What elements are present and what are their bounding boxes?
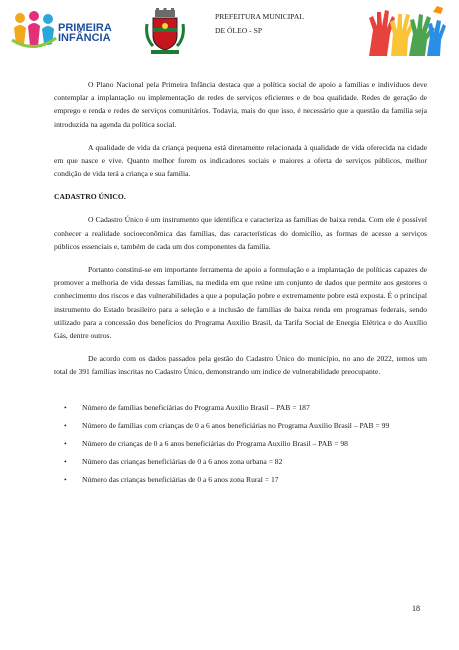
colorful-figures-icon xyxy=(10,10,58,50)
primeira-infancia-logo xyxy=(10,10,120,50)
list-item xyxy=(54,473,427,486)
page-number: 18 xyxy=(412,604,420,613)
logo-text-line2: INFÂNCIA xyxy=(58,32,111,44)
list-item-text: Número de famílias beneficiárias do Programa Auxilio Brasil – PAB = 187 xyxy=(82,402,310,412)
page-header xyxy=(0,0,459,64)
municipality-line1: PREFEITURA MUNICIPAL xyxy=(215,12,304,21)
list-item-text: Número de crianças de 0 a 6 anos beneficiárias do Programa Auxilio Brasil – PAB = 98 xyxy=(82,439,348,449)
bullet-icon: • xyxy=(64,439,67,449)
statistics-list xyxy=(54,401,427,487)
list-item xyxy=(54,401,427,414)
paragraph-qualidade-vida: A qualidade de vida da criança pequena está diretamente relacionada à qualidade de vida oferecida na cidade em que nasce e vive. Quanto melhor forem os indicadores sociais e maiores a oferta de serviços públicos, melhor condição de vida terá a criança e sua família. xyxy=(54,142,427,179)
bullet-icon: • xyxy=(64,420,67,430)
municipality-header xyxy=(215,10,304,38)
list-item-text: Número de famílias com crianças de 0 a 6 anos beneficiárias no Programa Auxilio Brasil – PAB = 99 xyxy=(82,420,390,430)
paragraph-cadastro-unico: O Cadastro Único é um instrumento que identifica e caracteriza as famílias de baixa renda. Com ele é possível conhecer a realidade socioeconômica das famílias, das características do domicílio, as formas de acesso a serviços públicos essenciais e, também de cada um dos componentes da família. xyxy=(54,215,427,251)
logo-text-line1: PRIMEIRA xyxy=(58,22,112,34)
document-body xyxy=(54,78,427,492)
section-title-cadastro-unico: CADASTRO ÚNICO. xyxy=(54,192,126,202)
list-item-text: Número das crianças beneficiárias de 0 a 6 anos zona Rural = 17 xyxy=(82,475,279,485)
list-item xyxy=(54,437,427,450)
bullet-icon: • xyxy=(64,475,67,485)
bullet-icon: • xyxy=(64,457,67,467)
list-item xyxy=(54,419,427,432)
paragraph-plano-nacional: O Plano Nacional pela Primeira Infância destaca que a política social de apoio a famílias e indivíduos deve contemplar a implantação ou implementação de redes de serviços eficientes e de boa qualidade. Redes de geração de emprego e renda e redes de serviços comunitários. Todavia, mais do que isso, é necessário que a questão da família seja introduzida na agenda da política social. xyxy=(54,80,427,129)
painted-hands-image xyxy=(363,4,449,58)
bullet-icon: • xyxy=(64,402,67,412)
paragraph-dados-municipio: De acordo com os dados passados pela gestão do Cadastro Único do município, no ano de 2022, temos um total de 391 famílias inscritas no Cadastro Único, demonstrando um indice de vulnerabilidade preocupante. xyxy=(54,354,427,377)
paragraph-ferramenta-apoio: Portanto constitui-se em importante ferramenta de apoio a formulação e a implantação de políticas capazes de promover a melhoria de vida dessas famílias, na medida em que reúne um conjunto de dados que permite aos gestores o conhecimento dos riscos e das vulnerabilidades a que a população pobre e extremamente pobre está exposta. É o principal instrumento do Estado brasileiro para a seleção e a inclusão de famílias de baixa renda em programas federais, sendo utilizado para a concessão dos benefícios do Programa Auxilio Brasil, da Tarifa Social de Energia Elétrica e do Auxílio Gás, dentre outros. xyxy=(54,265,427,341)
municipal-crest-icon xyxy=(145,8,185,56)
municipality-line2: DE ÓLEO - SP xyxy=(215,26,263,35)
list-item xyxy=(54,455,427,468)
list-item-text: Número das crianças beneficiárias de 0 a 6 anos zona urbana = 82 xyxy=(82,457,283,467)
